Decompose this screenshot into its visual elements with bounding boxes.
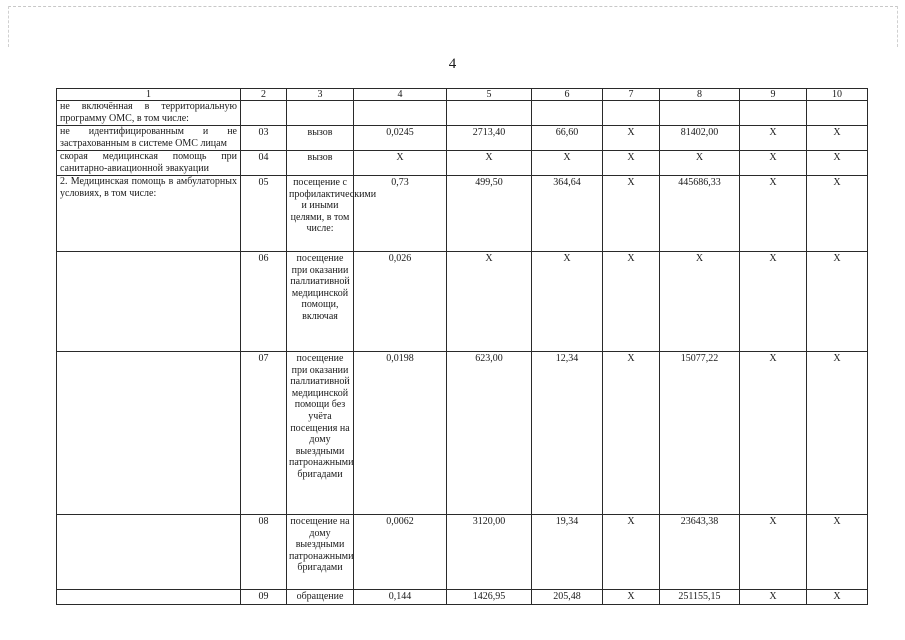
cell: 12,34 bbox=[532, 352, 603, 515]
cell: X bbox=[603, 151, 660, 176]
cell: X bbox=[807, 515, 868, 590]
cell: X bbox=[603, 252, 660, 352]
cell bbox=[807, 101, 868, 126]
cell bbox=[354, 101, 447, 126]
cell: X bbox=[532, 252, 603, 352]
cell: X bbox=[740, 176, 807, 252]
cell: X bbox=[447, 151, 532, 176]
cell: X bbox=[807, 151, 868, 176]
table-row bbox=[57, 252, 868, 352]
cell bbox=[740, 101, 807, 126]
cell bbox=[660, 101, 740, 126]
row-code: 09 bbox=[241, 590, 287, 605]
cell: 0,0245 bbox=[354, 126, 447, 151]
cell: X bbox=[807, 252, 868, 352]
cell: X bbox=[603, 176, 660, 252]
row-service: посещение на дому выездными патронажными бригадами bbox=[287, 515, 354, 590]
row-code: 05 bbox=[241, 176, 287, 252]
cell: X bbox=[807, 126, 868, 151]
table-row bbox=[57, 151, 868, 176]
cell: 23643,38 bbox=[660, 515, 740, 590]
row-service: вызов bbox=[287, 151, 354, 176]
row-name: скорая медицинская помощь при санитарно-авиационной эвакуации bbox=[57, 151, 241, 176]
row-code: 07 bbox=[241, 352, 287, 515]
cell: 499,50 bbox=[447, 176, 532, 252]
row-service: посещение с профилактическими и иными целями, в том числе: bbox=[287, 176, 354, 252]
page-number: 4 bbox=[448, 56, 457, 72]
table-row bbox=[57, 590, 868, 605]
row-name bbox=[57, 515, 241, 590]
cell: X bbox=[603, 515, 660, 590]
scan-edge bbox=[8, 6, 898, 47]
cell: X bbox=[603, 352, 660, 515]
row-code bbox=[241, 101, 287, 126]
cell: 0,0198 bbox=[354, 352, 447, 515]
cell: 3120,00 bbox=[447, 515, 532, 590]
row-name bbox=[57, 590, 241, 605]
col-header: 4 bbox=[354, 89, 447, 101]
col-header: 5 bbox=[447, 89, 532, 101]
cell: X bbox=[740, 590, 807, 605]
col-header: 7 bbox=[603, 89, 660, 101]
table-row bbox=[57, 101, 868, 126]
cell: 15077,22 bbox=[660, 352, 740, 515]
cell: 0,026 bbox=[354, 252, 447, 352]
cell: X bbox=[603, 590, 660, 605]
cell: 0,73 bbox=[354, 176, 447, 252]
table-row bbox=[57, 352, 868, 515]
header-row bbox=[57, 89, 868, 101]
cell: X bbox=[740, 252, 807, 352]
cell bbox=[532, 101, 603, 126]
col-header: 2 bbox=[241, 89, 287, 101]
cell: 251155,15 bbox=[660, 590, 740, 605]
row-service: посещение при оказании паллиативной медицинской помощи без учёта посещения на дому выездными патронажными бригадами bbox=[287, 352, 354, 515]
col-header: 8 bbox=[660, 89, 740, 101]
row-code: 04 bbox=[241, 151, 287, 176]
row-service: вызов bbox=[287, 126, 354, 151]
cell: 0,144 bbox=[354, 590, 447, 605]
cell: X bbox=[660, 151, 740, 176]
cell: X bbox=[660, 252, 740, 352]
row-code: 03 bbox=[241, 126, 287, 151]
cell: X bbox=[807, 352, 868, 515]
cell bbox=[603, 101, 660, 126]
cell: 623,00 bbox=[447, 352, 532, 515]
cell: 66,60 bbox=[532, 126, 603, 151]
row-service: посещение при оказании паллиативной медицинской помощи, включая bbox=[287, 252, 354, 352]
row-code: 06 bbox=[241, 252, 287, 352]
cell: X bbox=[603, 126, 660, 151]
col-header: 10 bbox=[807, 89, 868, 101]
cell: X bbox=[354, 151, 447, 176]
financing-table bbox=[56, 88, 868, 605]
table-row bbox=[57, 176, 868, 252]
cell: X bbox=[740, 126, 807, 151]
table-row bbox=[57, 515, 868, 590]
row-service bbox=[287, 101, 354, 126]
cell: 445686,33 bbox=[660, 176, 740, 252]
cell: 0,0062 bbox=[354, 515, 447, 590]
cell: 205,48 bbox=[532, 590, 603, 605]
cell: X bbox=[447, 252, 532, 352]
col-header: 6 bbox=[532, 89, 603, 101]
row-name: не идентифицированным и не застрахованным в системе ОМС лицам bbox=[57, 126, 241, 151]
row-name bbox=[57, 252, 241, 352]
col-header: 1 bbox=[57, 89, 241, 101]
row-name bbox=[57, 352, 241, 515]
cell: X bbox=[740, 515, 807, 590]
cell: 1426,95 bbox=[447, 590, 532, 605]
cell bbox=[447, 101, 532, 126]
cell: 2713,40 bbox=[447, 126, 532, 151]
cell: 81402,00 bbox=[660, 126, 740, 151]
row-code: 08 bbox=[241, 515, 287, 590]
cell: X bbox=[807, 590, 868, 605]
table-row bbox=[57, 126, 868, 151]
cell: 364,64 bbox=[532, 176, 603, 252]
row-name: 2. Медицинская помощь в амбулаторных условиях, в том числе: bbox=[57, 176, 241, 252]
cell: X bbox=[740, 151, 807, 176]
cell: 19,34 bbox=[532, 515, 603, 590]
col-header: 9 bbox=[740, 89, 807, 101]
cell: X bbox=[807, 176, 868, 252]
col-header: 3 bbox=[287, 89, 354, 101]
cell: X bbox=[532, 151, 603, 176]
cell: X bbox=[740, 352, 807, 515]
row-service: обращение bbox=[287, 590, 354, 605]
row-name: не включённая в территориальную программу ОМС, в том числе: bbox=[57, 101, 241, 126]
